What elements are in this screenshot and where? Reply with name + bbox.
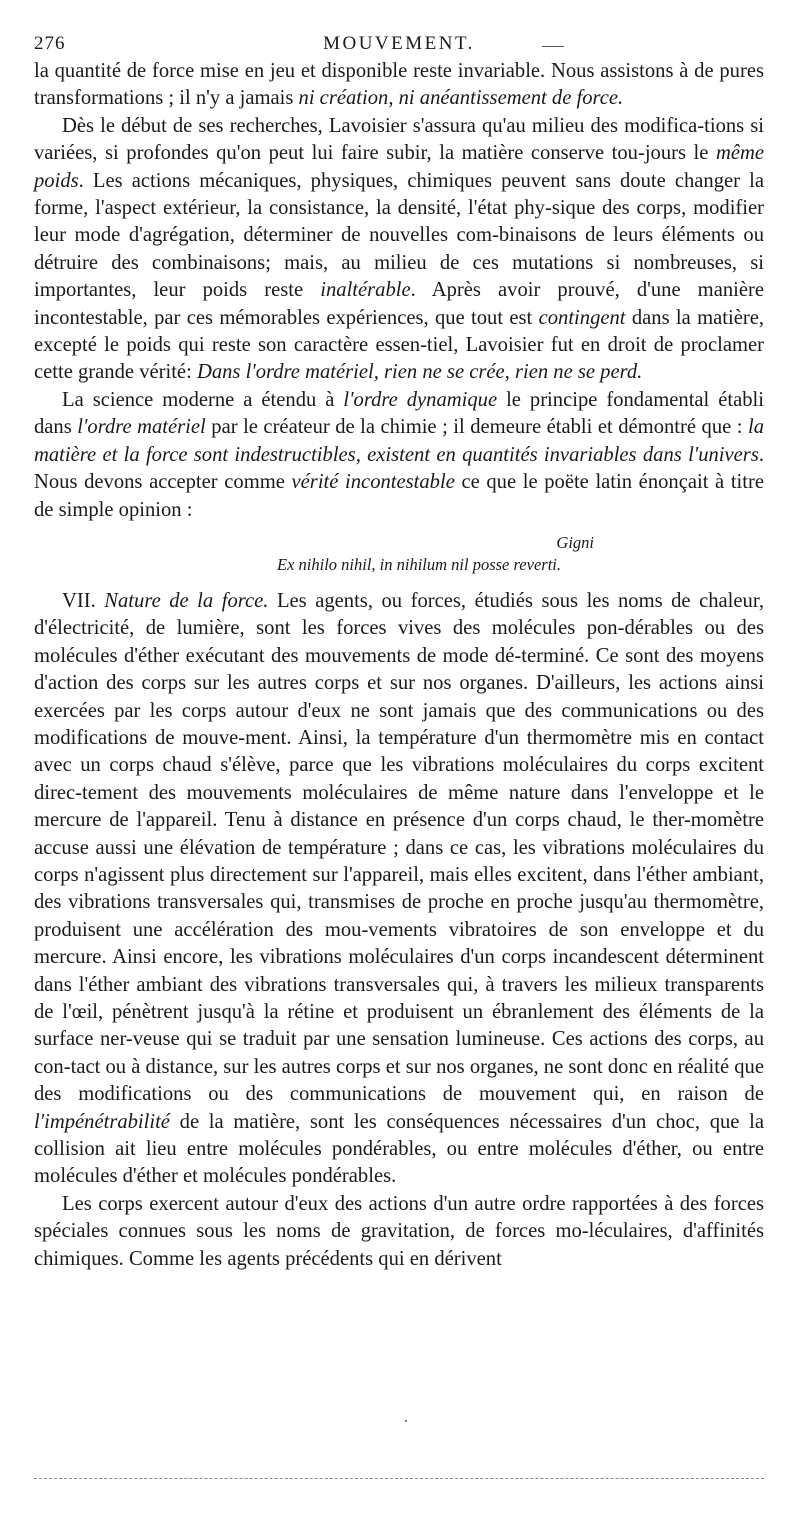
page-number: 276	[34, 33, 66, 54]
paragraph-text: Les corps exercent autour d'eux des actions d'un autre ordre rapportées à des forces spéciales connues sous les noms de gravitation, de forces mo-léculaires, d'affinités chimiques. Comme les agents précédents qui en dérivent	[34, 1192, 764, 1270]
italic-phrase: l'impénétrabilité	[34, 1110, 170, 1133]
paragraph-science-moderne	[34, 387, 764, 524]
section-heading: Nature de la force.	[104, 589, 269, 612]
italic-phrase: contingent	[538, 306, 626, 329]
bottom-show-through-rule	[34, 1478, 764, 1479]
paragraph-text: le principe fondamental établi dans	[34, 388, 764, 439]
paragraph-section-vii	[34, 588, 764, 1191]
paragraph-text: . Nous devons accepter comme	[34, 443, 764, 494]
latin-verse-line1: Gigni	[556, 532, 594, 552]
book-page	[34, 30, 764, 1273]
italic-phrase: inaltérable	[320, 279, 411, 302]
italic-phrase: vérité incontestable	[291, 471, 455, 494]
italic-phrase: l'ordre dynamique	[343, 388, 498, 411]
paragraph-text: la quantité de force mise en jeu et disponible reste invariable. Nous assistons à de pures transformations ; il n'y a jamais	[34, 60, 764, 110]
italic-phrase: l'ordre matériel	[77, 416, 206, 439]
paragraph-text: La science moderne a étendu à	[62, 388, 344, 411]
paragraph-text: . Les actions mécaniques, physiques, chimiques peuvent sans doute changer la forme, l'aspect extérieur, la consistance, la densité, l'état phy-sique des corps, modifier leur mode d'agrégation, déterminer de nouvelles com-binaisons de leurs éléments ou détruire des combinaisons; mais, au milieu de ces mutations si nombreuses, si importantes, leur poids reste	[34, 169, 764, 302]
paragraph-text: dans la matière, excepté le poids qui reste son caractère essen-tiel, Lavoisier fut en droit de proclamer cette grande vérité:	[34, 306, 764, 384]
italic-phrase: la matière et la force sont indestructibles, existent en quantités invariables dans l'univers	[34, 416, 765, 466]
section-number: VII.	[62, 589, 105, 612]
paragraph-text: ce que le poëte latin énonçait à titre de simple opinion :	[34, 471, 764, 521]
paragraph-text: ,	[388, 87, 399, 110]
paragraph-lavoisier	[34, 113, 764, 387]
paragraph-continued	[34, 58, 764, 113]
paragraph-text: . Après avoir prouvé, d'une manière incontestable, par ces mémorables expériences, que tout est	[34, 279, 764, 329]
paragraph-text: de la matière, sont les conséquences nécessaires d'un choc, que la collision ait lieu entre molécules pondérables, ou entre molécules d'éther, ou entre molécules d'éther et molécules pondérables.	[34, 1110, 764, 1188]
italic-phrase: ni création	[298, 87, 389, 110]
paragraph-corps-exercent	[34, 1191, 764, 1273]
italic-phrase: même poids	[34, 142, 764, 192]
paragraph-text: Dès le début de ses recherches, Lavoisier s'assura qu'au milieu des modifica-tions si variées, si profondes qu'on peut lui faire subir, la matière conserve tou-jours le	[34, 114, 764, 165]
print-speck	[405, 1420, 407, 1422]
paragraph-text: par le créateur de la chimie ; il demeure établi et démontré que :	[205, 416, 748, 439]
italic-phrase: ni anéantissement de force.	[398, 87, 624, 110]
paragraph-text: Les agents, ou forces, étudiés sous les noms de chaleur, d'électricité, de lumière, sont les forces vives des molécules pon-dérables ou des molécules d'éther exécutant des mouvements de mode dé-terminé. Ce sont des moyens d'action des corps sur les autres corps et sur nos organes. D'ailleurs, les actions ainsi exercées par les corps autour d'eux ne sont jamais que des communications ou des modifications de mouve-ment. Ainsi, la température d'un thermomètre mis en contact avec un corps chaud s'élève, parce que les vibrations moléculaires du corps excitent direc-tement des mouvements moléculaires de même nature dans l'enveloppe et le mercure de l'appareil. Tenu à distance en présence d'un corps chaud, le ther-momètre accuse aussi une élévation de température ; dans ce cas, les vibrations moléculaires du corps n'agissent plus directement sur l'appareil, mais elles excitent, dans l'éther ambiant, des vibrations transversales qui, transmises de proche en proche jusqu'au thermomètre, produisent une accélération des mou-vements vibratoires de son enveloppe et du mercure. Ainsi encore, les vibrations moléculaires d'un corps incandescent déterminent dans l'éther ambiant des vibrations transversales qui, à travers les milieux transparents de l'œil, pénètrent jusqu'à la rétine et produisent un ébranlement des éléments de la surface ner-veuse qui se traduit par une sensation lumineuse. Ces actions des corps, au con-tact ou à distance, sur les autres corps et sur nos organes, ne sont donc en réalité que des modifications ou des communications de mouvement qui, en raison de	[34, 589, 765, 1106]
running-header	[34, 30, 764, 58]
header-mark	[542, 46, 564, 47]
italic-phrase: Dans l'ordre matériel, rien ne se crée, rien ne se perd.	[196, 361, 643, 384]
latin-verse-line2: Ex nihilo nihil, in nihilum nil posse reverti.	[277, 554, 561, 574]
running-title: MOUVEMENT.	[323, 33, 475, 54]
